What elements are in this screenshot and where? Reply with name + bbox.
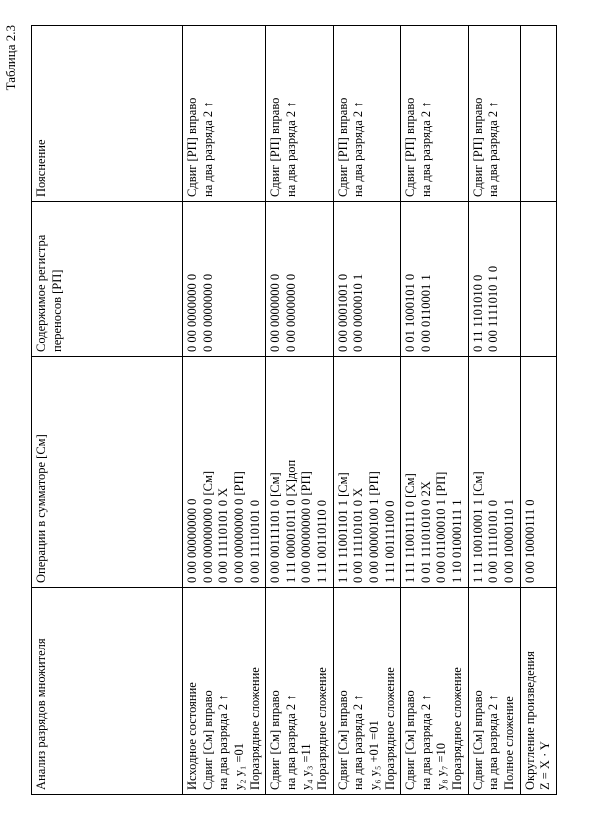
analysis-cell: [266, 588, 334, 795]
cell-line: Поразрядное сложение: [315, 667, 329, 790]
cell-line: 0 01 1000101 0: [403, 273, 418, 352]
carry-cell: [468, 202, 520, 357]
cell-line: 1 11 11001111 0 [См]: [403, 473, 418, 583]
cell-line: 1 11 00001011 0 [X]доп: [283, 459, 298, 583]
cell-line: Сдвиг [РП] вправо: [470, 97, 485, 197]
carry-cell: [266, 202, 334, 357]
cell-line: 0 00 11110101 0 X: [216, 487, 231, 583]
cell-line: на два разряда 2 ↑: [418, 694, 433, 790]
cell-line: Сдвиг [РП] вправо: [185, 97, 199, 197]
sum-cell: [401, 357, 469, 588]
cell-line: 0 00 00000000 0 [РП]: [231, 471, 246, 583]
cell-line: Сдвиг [См] вправо: [268, 690, 283, 790]
cell-line: 1 11 00110110 0: [315, 500, 329, 583]
cell-line: 0 00 00111101 0 [См]: [268, 472, 283, 583]
cell-line: 1 10 01000111 1: [450, 499, 464, 583]
cell-line: Округление произведения: [522, 651, 537, 790]
note-cell: [468, 26, 520, 202]
cell-line: 0 00 1111010 1 0: [486, 265, 501, 352]
cell-line: на два разряда 2 ↑: [486, 694, 501, 790]
cell-line: Поразрядное сложение: [247, 667, 262, 790]
cell-line: Поразрядное сложение: [450, 667, 464, 790]
sum-cell: [183, 357, 266, 588]
cell-line: на два разряда 2 ↑: [200, 101, 215, 197]
note-cell: [520, 26, 556, 202]
cell-line: Сдвиг [См] вправо: [335, 690, 350, 790]
note-cell: [401, 26, 469, 202]
cell-line: 0 00 0001001 0: [335, 273, 350, 352]
cell-line: Полное сложение: [501, 696, 516, 790]
cell-line: Сдвиг [См] вправо: [403, 690, 418, 790]
cell-line: Сдвиг [См] вправо: [470, 690, 485, 790]
carry-cell: [401, 202, 469, 357]
cell-line: на два разряда 2 ↑: [486, 101, 501, 197]
cell-line: 0 00 00000000 0 [См]: [200, 470, 215, 583]
table-row: [183, 26, 266, 795]
cell-line: 1 11 10010001 1 [См]: [470, 471, 485, 583]
cell-line: Поразрядное сложение: [382, 667, 397, 790]
cell-line: на два разряда 2 ↑: [351, 694, 366, 790]
table-body: [183, 26, 557, 795]
cell-line: 0 00 0000010 1: [351, 273, 366, 352]
sum-cell: [468, 357, 520, 588]
table-row: [520, 26, 556, 795]
cell-line: y₈ y₇ =10: [434, 742, 449, 790]
cell-line: 0 00 10000111 0: [522, 499, 537, 583]
analysis-cell: [183, 588, 266, 795]
header-carry: Содержимое регистра переносов [РП]: [32, 202, 183, 357]
cell-line: 0 11 1101010 0: [470, 274, 485, 352]
analysis-cell: [333, 588, 401, 795]
cell-line: Сдвиг [РП] вправо: [268, 97, 283, 197]
cell-line: на два разряда 2 ↑: [418, 101, 433, 197]
sum-cell: [520, 357, 556, 588]
analysis-cell: [520, 588, 556, 795]
cell-line: на два разряда 2 ↑: [351, 101, 366, 197]
analysis-cell: [468, 588, 520, 795]
cell-line: Z = X · Y: [538, 741, 553, 790]
header-note: Пояснение: [32, 26, 183, 202]
cell-line: 0 00 01100010 1 [РП]: [434, 471, 449, 583]
cell-line: 0 00 11110101 0 X: [351, 487, 366, 583]
cell-line: 0 00 0000000 0: [283, 273, 298, 352]
cell-line: 0 00 10000110 1: [501, 499, 516, 583]
cell-line: 0 00 11110101 0: [247, 500, 262, 583]
cell-line: 0 00 0110001 1: [418, 274, 433, 352]
note-cell: [266, 26, 334, 202]
note-cell: [183, 26, 266, 202]
cell-line: y₄ y₃ =11: [299, 743, 314, 790]
cell-line: на два разряда 2 ↑: [283, 101, 298, 197]
table-row: [401, 26, 469, 795]
header-analysis: Анализ разрядов множителя: [32, 588, 183, 795]
cell-line: 0 00 0000000 0: [185, 273, 199, 352]
cell-line: Сдвиг [РП] вправо: [335, 97, 350, 197]
cell-line: Сдвиг [См] вправо: [200, 690, 215, 790]
cell-line: на два разряда 2 ↑: [216, 694, 231, 790]
sum-cell: [266, 357, 334, 588]
cell-line: 0 00 00000000 0: [185, 498, 199, 583]
analysis-cell: [401, 588, 469, 795]
sum-cell: [333, 357, 401, 588]
carry-cell: [333, 202, 401, 357]
table-caption: Таблица 2.3: [3, 25, 18, 91]
multiplication-table: [31, 25, 557, 795]
cell-line: 1 11 11001101 1 [См]: [335, 472, 350, 583]
carry-cell: [520, 202, 556, 357]
cell-line: y₂ y₁ =01: [231, 742, 246, 790]
cell-line: 0 00 11110101 0: [486, 500, 501, 583]
carry-cell: [183, 202, 266, 357]
cell-line: 0 00 00000000 0 [РП]: [299, 471, 314, 583]
cell-line: 0 00 00000100 1 [РП]: [366, 471, 381, 583]
cell-line: 0 00 0000000 0: [268, 273, 283, 352]
header-sum: Операции в сумматоре [См]: [32, 357, 183, 588]
cell-line: y₆ y₅ +01 =01: [366, 720, 381, 790]
cell-line: Исходное состояние: [185, 682, 199, 790]
table-row: [468, 26, 520, 795]
cell-line: Сдвиг [РП] вправо: [403, 97, 418, 197]
cell-line: на два разряда 2 ↑: [283, 694, 298, 790]
cell-line: 0 00 0000000 0: [200, 273, 215, 352]
rotated-table-area: [3, 25, 615, 795]
table-row: [333, 26, 401, 795]
note-cell: [333, 26, 401, 202]
cell-line: 0 01 11101010 0 2X: [418, 481, 433, 583]
cell-line: 1 11 00111100 0: [382, 500, 397, 583]
table-row: [266, 26, 334, 795]
